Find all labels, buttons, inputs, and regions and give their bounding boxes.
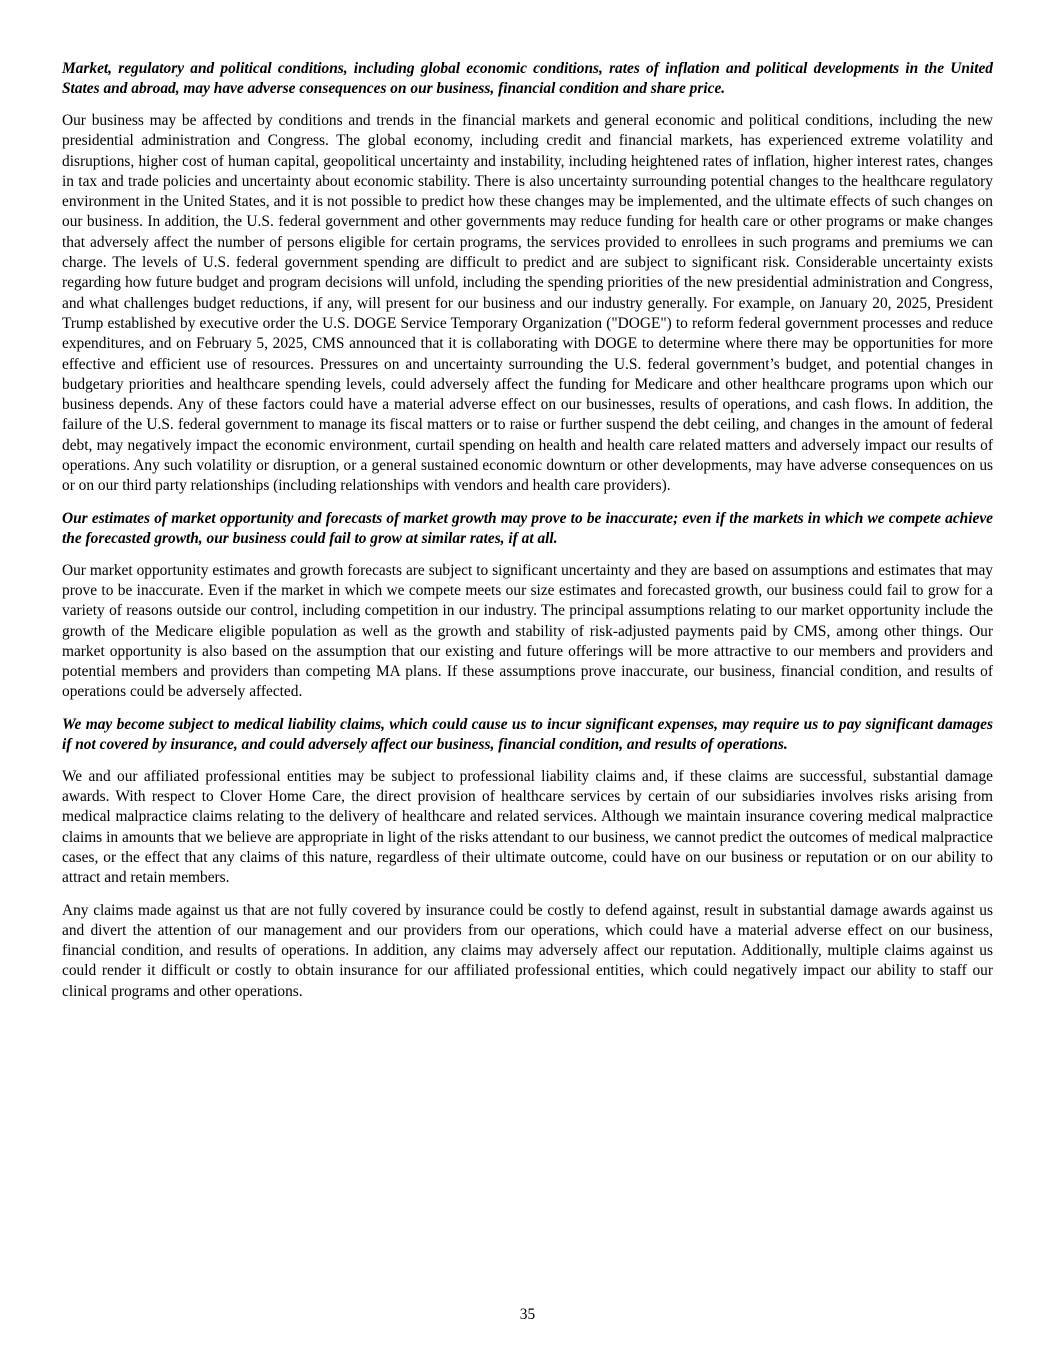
document-page	[62, 59, 993, 1014]
section-heading: Our estimates of market opportunity and forecasts of market growth may prove to be inaccurate; even if the markets in which we compete achieve the forecasted growth, our business could fail to grow at similar rates, if at all.	[62, 509, 993, 547]
body-paragraph: Any claims made against us that are not fully covered by insurance could be costly to defend against, result in substantial damage awards against us and divert the attention of our management and our providers from our operations, which could have a material adverse effect on our business, financial condition, and results of operations. In addition, any claims may adversely affect our reputation. Additionally, multiple claims against us could render it difficult or costly to obtain insurance for our affiliated professional entities, which could negatively impact our ability to staff our clinical programs and other operations.	[62, 901, 993, 1000]
body-paragraph: Our market opportunity estimates and growth forecasts are subject to significant uncertainty and they are based on assumptions and estimates that may prove to be inaccurate. Even if the market in which we compete meets our size estimates and forecasted growth, our business could fail to grow for a variety of reasons outside our control, including competition in our industry. The principal assumptions relating to our market opportunity include the growth of the Medicare eligible population as well as the growth and stability of risk-adjusted payments paid by CMS, among other things. Our market opportunity is also based on the assumption that our existing and future offerings will be more attractive to our members and providers and potential members and providers than competing MA plans. If these assumptions prove inaccurate, our business, financial condition, and results of operations could be adversely affected.	[62, 561, 993, 701]
section-heading: Market, regulatory and political conditions, including global economic conditions, rates of inflation and political developments in the United States and abroad, may have adverse consequences on our business, financial condition and share price.	[62, 60, 993, 97]
section-heading: We may become subject to medical liability claims, which could cause us to incur significant expenses, may require us to pay significant damages if not covered by insurance, and could adversely affect our business, financial condition, and results of operations.	[62, 715, 993, 753]
section-medical-liability	[62, 715, 993, 1002]
section-market-opportunity	[62, 509, 993, 703]
body-paragraph: Our business may be affected by conditions and trends in the financial markets and general economic and political conditions, including the new presidential administration and Congress. The global economy, including credit and financial markets, has experienced extreme volatility and disruptions, higher cost of human capital, geopolitical uncertainty and instability, including heightened rates of inflation, higher interest rates, changes in tax and trade policies and uncertainty about economic stability. There is also uncertainty surrounding potential changes to the healthcare regulatory environment in the United States, and it is not possible to predict how these changes may be implemented, and the ultimate effects of such changes on our business. In addition, the U.S. federal government and other governments may reduce funding for health care or other programs or make changes that adversely affect the number of persons eligible for certain programs, the services provided to enrollees in such programs and premiums we can charge. The levels of U.S. federal government spending are difficult to predict and are subject to significant risk. Considerable uncertainty exists regarding how future budget and program decisions will unfold, including the spending priorities of the new presidential administration and Congress, and what challenges budget reductions, if any, will present for our business and our industry generally. For example, on January 20, 2025, President Trump established by executive order the U.S. DOGE Service Temporary Organization ("DOGE") to reform federal government processes and reduce expenditures, and on February 5, 2025, CMS announced that it is collaborating with DOGE to determine where there may be opportunities for more effective and efficient use of resources. Pressures on and uncertainty surrounding the U.S. federal government’s budget, and potential changes in budgetary priorities and healthcare spending levels, could adversely affect the funding for Medicare and other healthcare programs upon which our business depends. Any of these factors could have a material adverse effect on our businesses, results of operations, and cash flows. In addition, the failure of the U.S. federal government to manage its fiscal matters or to raise or further suspend the debt ceiling, and changes in the amount of federal debt, may negatively impact the economic environment, curtail spending on health and health care related matters and adversely impact our results of operations. Any such volatility or disruption, or a general sustained economic downturn or other developments, may have adverse consequences on us or on our third party relationships (including relationships with vendors and health care providers).	[62, 112, 993, 495]
section-market-conditions	[62, 59, 993, 497]
page-number: 35	[519, 1306, 536, 1323]
body-paragraph: We and our affiliated professional entities may be subject to professional liability claims and, if these claims are successful, substantial damage awards. With respect to Clover Home Care, the direct provision of healthcare services by certain of our subsidiaries involves risks arising from medical malpractice claims relating to the delivery of healthcare and related services. Although we maintain insurance covering medical malpractice claims in amounts that we believe are appropriate in light of the risks attendant to our business, we cannot predict the outcomes of medical malpractice cases, or the effect that any claims of this nature, regardless of their ultimate outcome, could have on our business or reputation or on our ability to attract and retain members.	[62, 767, 993, 887]
